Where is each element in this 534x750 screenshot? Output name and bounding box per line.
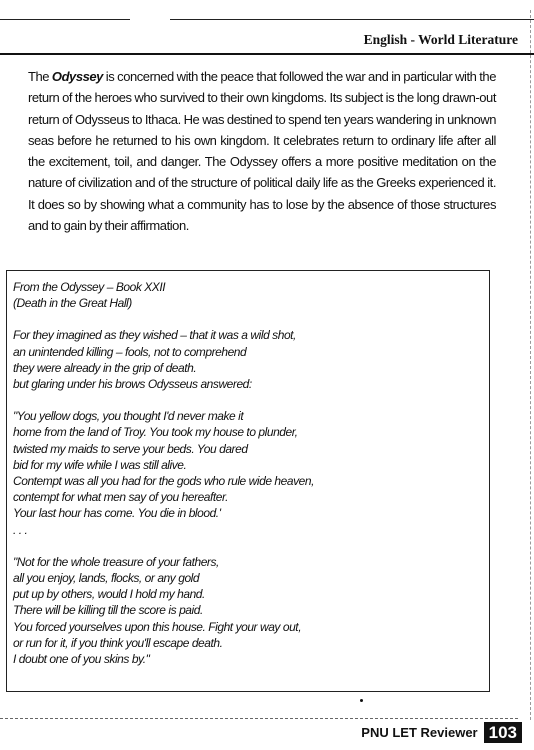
intro-lead: The [28,69,52,84]
excerpt-box [6,270,490,692]
poem-line: You forced yourselves upon this house. Fight your way out, [13,619,302,634]
intro-paragraph [28,66,496,236]
poem-line: Your last hour has come. You die in blood.' [13,506,221,521]
poem-line: There will be killing till the score is paid. [13,603,203,618]
intro-title-emphasis: Odyssey [51,69,103,84]
top-rule-left [0,19,130,20]
poem-line: or run for it, if you think you'll escape death. [13,635,223,650]
section-header: English - World Literature [363,32,518,47]
poem-line: From the Odyssey – Book XXII [13,280,166,294]
excerpt-stanza [13,327,489,392]
excerpt-stanza [13,554,489,667]
excerpt-stanza [13,279,489,311]
header-rule [0,53,534,55]
poem-line: but glaring under his brows Odysseus answered: [13,377,252,392]
poem-line: For they imagined as they wished – that it was a wild shot, [13,328,296,343]
page-footer [361,722,522,743]
excerpt-stanza [13,408,489,538]
poem-line: all you enjoy, lands, flocks, or any gold [13,571,200,586]
poem-line: (Death in the Great Hall) [13,296,132,311]
poem-line: "Not for the whole treasure of your fathers, [13,554,219,569]
intro-body: is concerned with the peace that followed the war and in particular with the return of the heroes who survived to their own kingdoms. Its subject is the long drawn-out return of Odysseus to Ithaca. He was destined to spend ten years wandering in unknown seas before he returned to his own kingdom. It celebrates return to ordinary life after all the excitement, toil, and danger. The Odyssey offers a more positive meditation on the nature of civilization and of the structure of political daily life as the Greeks experienced it. It does so by showing what a community has to lose by the absence of those structures and to gain by their affirmation. [28,69,496,234]
poem-line: bid for my wife while I was still alive. [13,457,187,472]
poem-line: they were already in the grip of death. [13,360,197,375]
poem-line: "You yellow dogs, you thought I'd never make it [13,409,244,424]
poem-line: . . . [13,522,28,537]
top-rule-right [170,19,534,20]
poem-line: home from the land of Troy. You took my house to plunder, [13,425,298,440]
poem-line: contempt for what men say of you hereafter. [13,490,228,505]
poem-line: put up by others, would I hold my hand. [13,587,205,602]
footer-rule [0,718,518,719]
stray-dot [360,699,363,702]
page-edge-line [530,10,531,720]
poem-line: I doubt one of you skins by." [13,652,150,667]
poem-line: Contempt was all you had for the gods who rule wide heaven, [13,474,314,489]
poem-line: an unintended killing – fools, not to comprehend [13,344,247,359]
reviewer-label: PNU LET Reviewer [361,725,478,740]
page-number: 103 [484,722,522,743]
poem-line: twisted my maids to serve your beds. You dared [13,441,248,456]
